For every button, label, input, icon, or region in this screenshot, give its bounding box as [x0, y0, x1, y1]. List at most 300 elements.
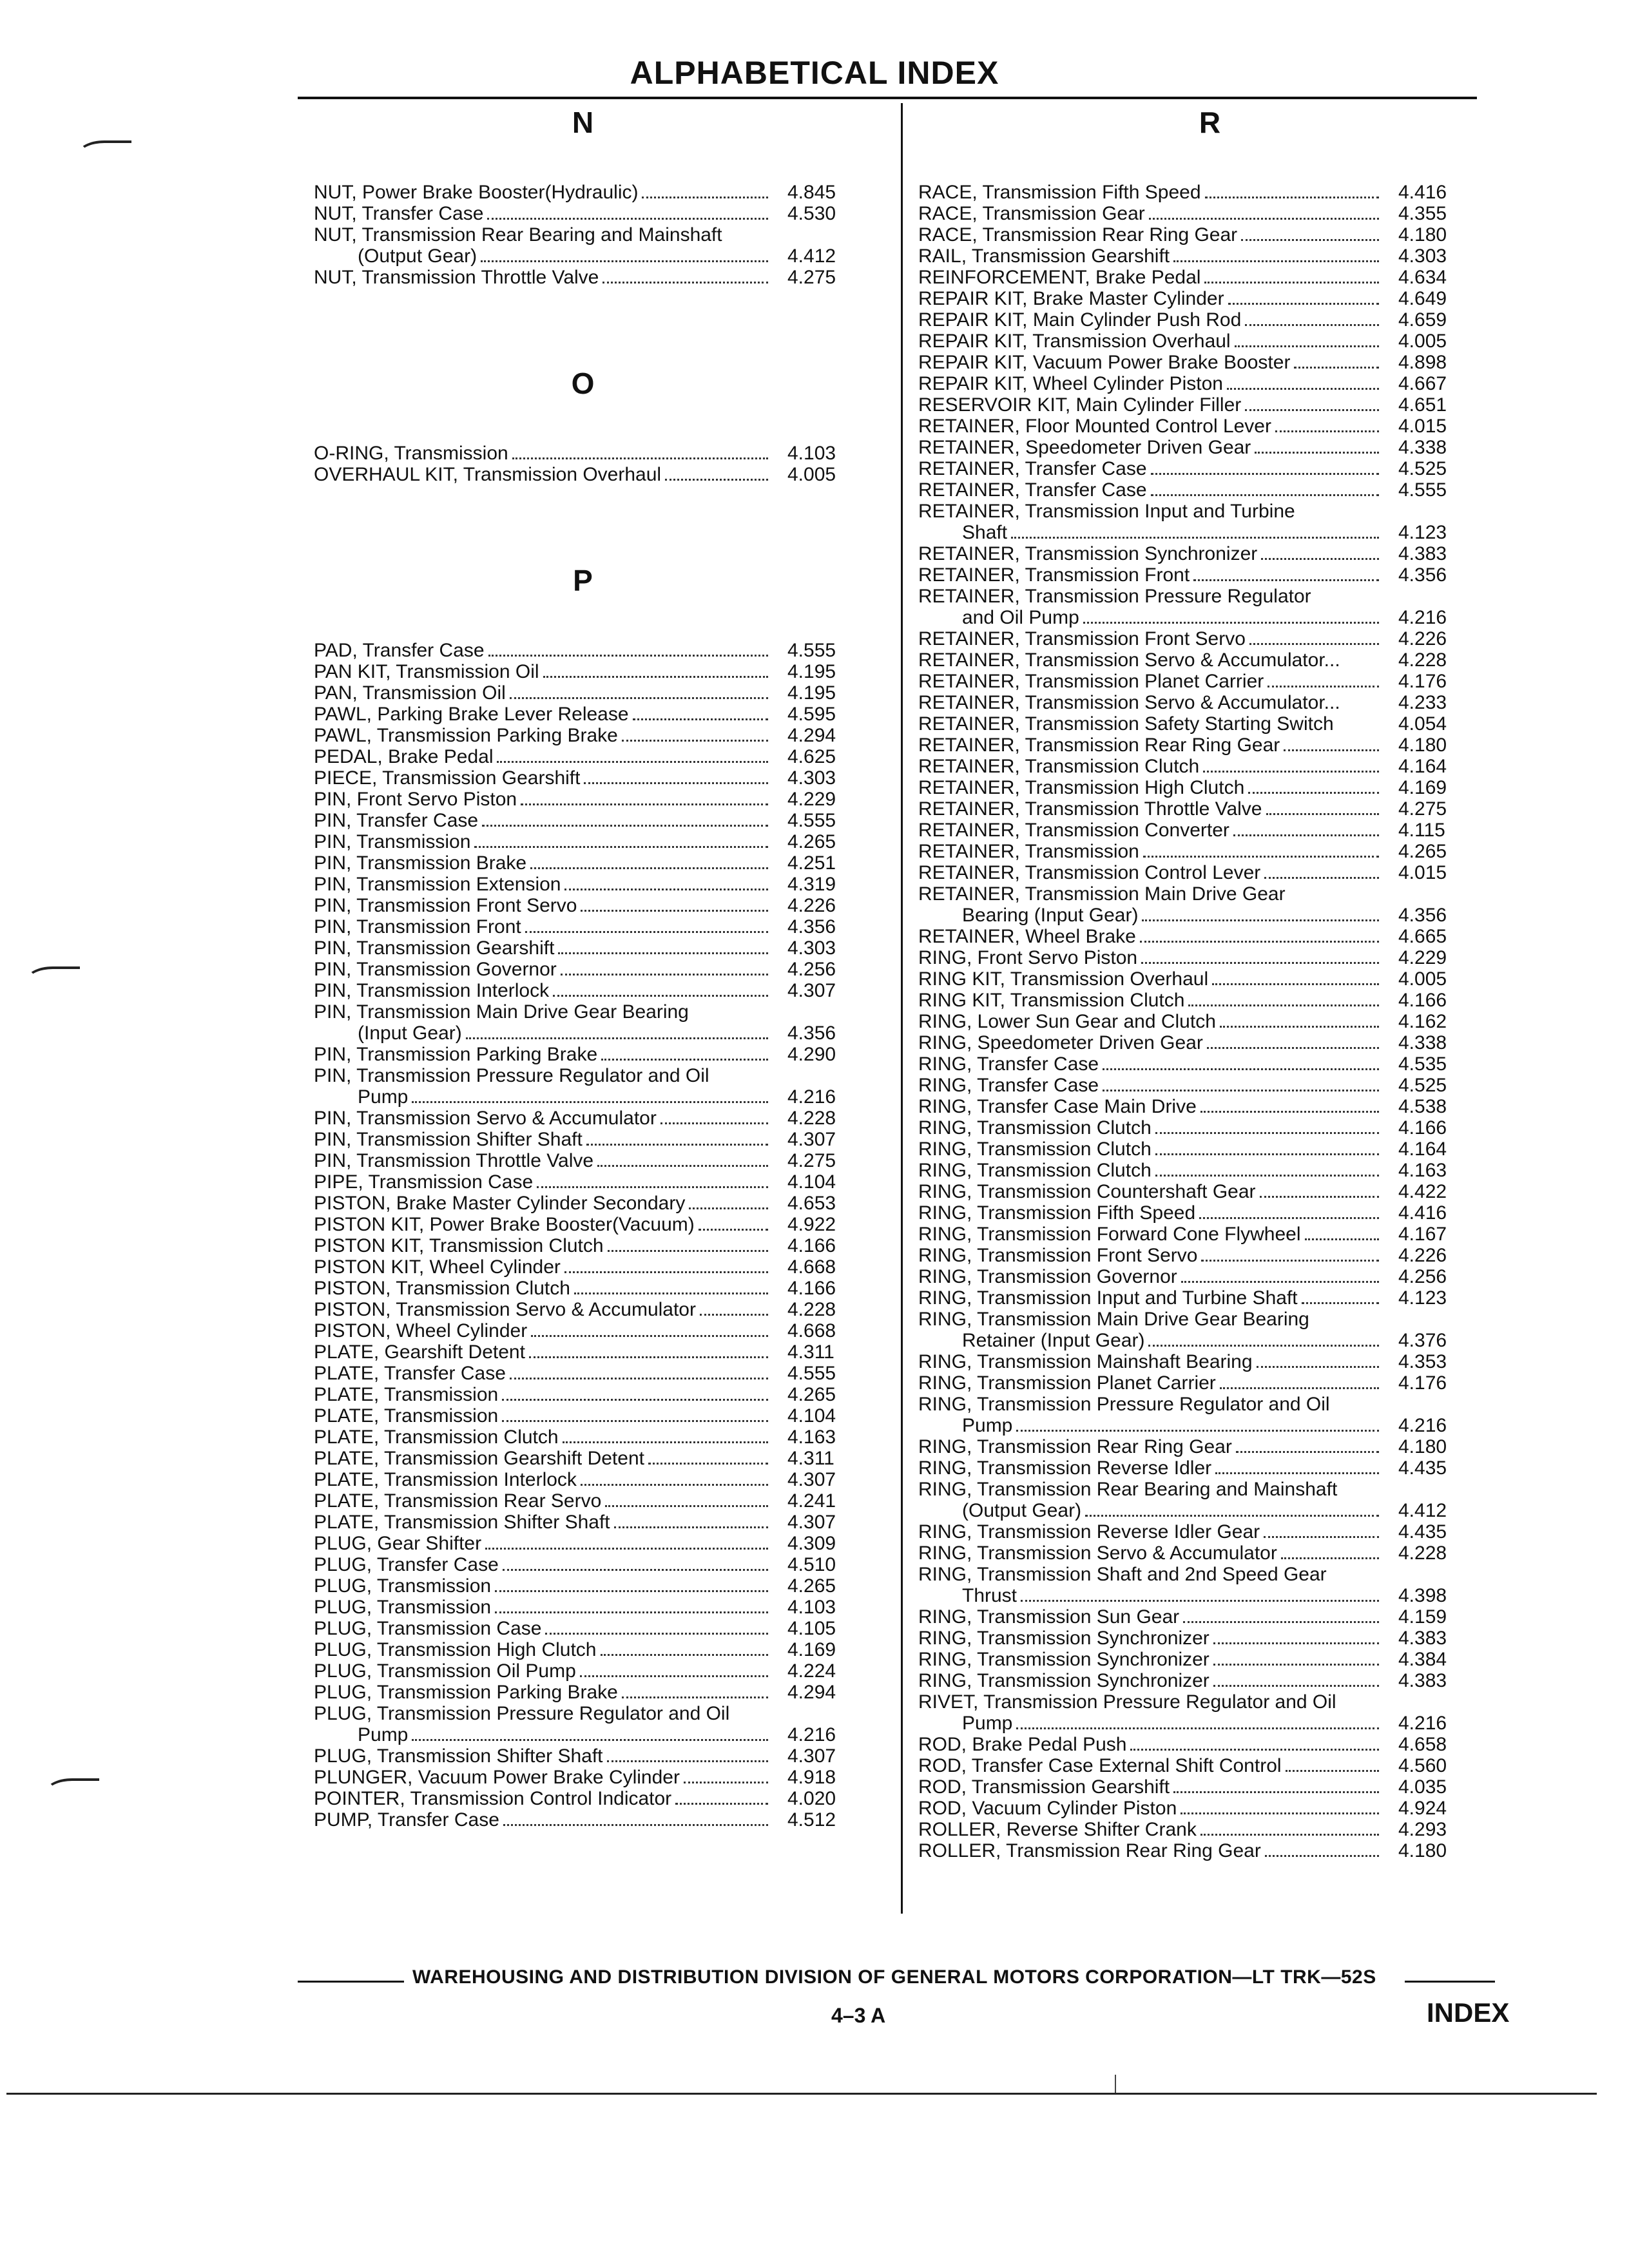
entry-page-number: 4.180	[1398, 1840, 1447, 1861]
entry-name: ROD, Transfer Case External Shift Control	[918, 1755, 1282, 1776]
entry-page-number: 4.845	[787, 182, 836, 203]
dotted-leader	[529, 1356, 768, 1358]
index-entry	[314, 224, 891, 267]
entry-page-number: 4.233	[1398, 692, 1447, 713]
entry-continuation: Pump	[962, 1713, 1013, 1734]
index-entry	[918, 926, 1501, 947]
entry-name: RETAINER, Transmission High Clutch	[918, 777, 1245, 798]
entry-name: RING, Front Servo Piston	[918, 947, 1138, 968]
dotted-leader	[660, 1122, 768, 1124]
entry-page-number: 4.166	[787, 1278, 836, 1299]
entry-page-number: 4.560	[1398, 1755, 1447, 1776]
entry-name: PLATE, Transmission Interlock	[314, 1469, 577, 1490]
entry-name: RETAINER, Transmission Control Lever	[918, 862, 1261, 883]
index-entry	[918, 1564, 1501, 1606]
dotted-leader	[1265, 1855, 1379, 1857]
entry-name: RING, Transmission Clutch	[918, 1139, 1152, 1160]
dotted-leader	[1286, 1770, 1379, 1772]
dotted-leader	[503, 1824, 768, 1826]
dotted-leader	[1130, 1749, 1379, 1751]
dotted-leader	[563, 1441, 768, 1443]
dotted-leader	[495, 1611, 768, 1613]
dotted-leader	[574, 1293, 768, 1294]
entry-name: PAWL, Parking Brake Lever Release	[314, 704, 629, 725]
dotted-leader	[1205, 197, 1379, 198]
dotted-leader	[1255, 452, 1379, 454]
entry-page-number: 4.922	[787, 1214, 836, 1235]
index-entry	[314, 704, 891, 725]
entry-name: PLUG, Gear Shifter	[314, 1533, 482, 1554]
index-entry	[314, 1214, 891, 1235]
index-entry	[918, 820, 1501, 841]
entry-page-number: 4.103	[787, 443, 836, 464]
dotted-leader	[1155, 1175, 1379, 1177]
dotted-leader	[1294, 367, 1379, 369]
dotted-leader	[1264, 1536, 1379, 1538]
dotted-leader	[1140, 941, 1379, 943]
dotted-leader	[1151, 494, 1379, 496]
entry-page-number: 4.651	[1398, 394, 1447, 416]
entry-name: RETAINER, Transmission Front	[918, 564, 1190, 586]
entry-page-number: 4.555	[787, 1363, 836, 1384]
dotted-leader	[1143, 856, 1379, 858]
entry-page-number: 4.625	[787, 746, 836, 767]
entry-name: RETAINER, Transmission Rear Ring Gear	[918, 735, 1280, 756]
dotted-leader	[1173, 260, 1379, 262]
entry-page-number: 4.005	[1398, 968, 1447, 990]
index-entry	[918, 1075, 1501, 1096]
index-entry	[918, 224, 1501, 245]
column-divider	[901, 103, 903, 1914]
entry-page-number: 4.265	[787, 1575, 836, 1597]
index-entry	[918, 479, 1501, 501]
entry-name: PIN, Transmission Brake	[314, 852, 527, 874]
index-entry	[918, 309, 1501, 331]
index-entry	[918, 883, 1501, 926]
index-entry	[918, 1224, 1501, 1245]
dotted-leader	[525, 931, 768, 933]
entry-page-number: 4.228	[1398, 649, 1447, 671]
entry-page-number: 4.123	[1398, 522, 1447, 543]
dotted-leader	[1213, 1664, 1379, 1666]
entry-page-number: 4.309	[787, 1533, 836, 1554]
entry-page-number: 4.384	[1398, 1649, 1447, 1670]
dotted-leader	[1103, 1090, 1379, 1091]
entry-page-number: 4.103	[787, 1597, 836, 1618]
index-entry	[314, 1533, 891, 1554]
entry-page-number: 4.216	[787, 1724, 836, 1745]
dotted-leader	[1016, 1430, 1379, 1432]
entry-page-number: 4.224	[787, 1660, 836, 1682]
entry-name: NUT, Transfer Case	[314, 203, 484, 224]
index-entry	[314, 1469, 891, 1490]
dotted-leader	[558, 952, 768, 954]
dotted-leader	[1215, 1472, 1379, 1474]
index-entry	[918, 352, 1501, 373]
entry-page-number: 4.166	[1398, 1117, 1447, 1139]
entry-name: ROLLER, Reverse Shifter Crank	[918, 1819, 1197, 1840]
index-entry	[918, 1457, 1501, 1479]
entry-name: RETAINER, Floor Mounted Control Lever	[918, 416, 1271, 437]
entry-name: RETAINER, Transmission Throttle Valve	[918, 798, 1262, 820]
dotted-leader	[1281, 1557, 1379, 1559]
entry-page-number: 4.163	[787, 1427, 836, 1448]
index-entry	[314, 661, 891, 682]
entry-page-number: 4.356	[1398, 564, 1447, 586]
entry-page-number: 4.216	[1398, 607, 1447, 628]
entry-name: RETAINER, Transmission Servo & Accumulator...	[918, 649, 1340, 671]
entry-page-number: 4.164	[1398, 1139, 1447, 1160]
entry-page-number: 4.167	[1398, 1224, 1447, 1245]
index-entry	[314, 1341, 891, 1363]
entry-page-number: 4.525	[1398, 1075, 1447, 1096]
index-entry	[918, 1245, 1501, 1266]
dotted-leader	[608, 1250, 768, 1252]
dotted-leader	[1236, 1451, 1379, 1453]
dotted-leader	[1275, 430, 1379, 432]
entry-page-number: 4.307	[787, 980, 836, 1001]
entry-name: PIN, Transmission Parking Brake	[314, 1044, 598, 1065]
entry-page-number: 4.319	[787, 874, 836, 895]
entry-page-number: 4.634	[1398, 267, 1447, 288]
dotted-leader	[1183, 1621, 1379, 1623]
index-entry	[314, 767, 891, 789]
index-entry	[918, 968, 1501, 990]
index-entry	[918, 1032, 1501, 1053]
index-entry	[918, 1649, 1501, 1670]
entry-page-number: 4.294	[787, 725, 836, 746]
index-entry	[918, 331, 1501, 352]
index-entry	[918, 1776, 1501, 1798]
index-entry	[918, 564, 1501, 586]
entry-page-number: 4.216	[1398, 1415, 1447, 1436]
section-letter: O	[571, 367, 595, 400]
dotted-leader	[1264, 877, 1379, 879]
index-entry	[314, 1788, 891, 1809]
dotted-leader	[1149, 218, 1379, 220]
index-entry	[314, 789, 891, 810]
index-entry	[314, 1660, 891, 1682]
footer-rule-left	[298, 1981, 404, 1983]
entry-page-number: 4.416	[1398, 1202, 1447, 1224]
index-entry	[314, 959, 891, 980]
entry-page-number: 4.665	[1398, 926, 1447, 947]
dotted-leader	[537, 1186, 768, 1188]
dotted-leader	[485, 1548, 768, 1550]
index-entry	[314, 1150, 891, 1171]
dotted-leader	[510, 1378, 768, 1379]
entry-name: RING, Transmission Front Servo	[918, 1245, 1198, 1266]
entry-name: PUMP, Transfer Case	[314, 1809, 499, 1831]
dotted-leader	[1233, 834, 1379, 836]
index-entry	[918, 1117, 1501, 1139]
index-entry	[918, 1734, 1501, 1755]
entry-name: RING, Transmission Synchronizer	[918, 1670, 1210, 1691]
dotted-leader	[1181, 1812, 1379, 1814]
entry-page-number: 4.356	[1398, 905, 1447, 926]
entry-continuation: (Input Gear)	[358, 1023, 462, 1044]
entry-page-number: 4.226	[787, 895, 836, 916]
entry-name: RING, Transmission Countershaft Gear	[918, 1181, 1256, 1202]
index-entry	[918, 416, 1501, 437]
footer-rule-right	[1405, 1981, 1495, 1983]
dotted-leader	[412, 1101, 768, 1103]
page-number: 4–3 A	[831, 2004, 886, 2027]
dotted-leader	[1268, 686, 1379, 687]
entry-page-number: 4.668	[787, 1256, 836, 1278]
entry-name: RING, Speedometer Driven Gear	[918, 1032, 1203, 1053]
entry-name: RAIL, Transmission Gearshift	[918, 245, 1170, 267]
entry-page-number: 4.303	[787, 937, 836, 959]
entry-name: RING, Transmission Fifth Speed	[918, 1202, 1196, 1224]
entry-page-number: 4.383	[1398, 1670, 1447, 1691]
entry-name: REPAIR KIT, Main Cylinder Push Rod	[918, 309, 1242, 331]
dotted-leader	[1241, 239, 1379, 241]
entry-page-number: 4.176	[1398, 1372, 1447, 1394]
index-entry	[314, 810, 891, 831]
entry-page-number: 4.159	[1398, 1606, 1447, 1628]
entry-page-number: 4.338	[1398, 437, 1447, 458]
dotted-leader	[1021, 1600, 1379, 1602]
index-entry	[918, 182, 1501, 203]
entry-page-number: 4.228	[1398, 1542, 1447, 1564]
index-entry	[314, 1278, 891, 1299]
dotted-leader	[564, 1271, 768, 1273]
entry-name: RING, Transmission Pressure Regulator and Oil	[918, 1394, 1330, 1415]
entry-name: PISTON KIT, Power Brake Booster(Vacuum)	[314, 1214, 695, 1235]
dotted-leader	[1204, 282, 1379, 284]
entry-page-number: 4.275	[787, 267, 836, 288]
index-entry	[918, 1287, 1501, 1309]
entry-name: RING, Transfer Case	[918, 1053, 1099, 1075]
entry-name: PLATE, Transmission	[314, 1405, 499, 1427]
entry-page-number: 4.123	[1398, 1287, 1447, 1309]
entry-name: PLATE, Transmission Rear Servo	[314, 1490, 602, 1512]
entry-name: ROLLER, Transmission Rear Ring Gear	[918, 1840, 1261, 1861]
footer-text: WAREHOUSING AND DISTRIBUTION DIVISION OF GENERAL MOTORS CORPORATION—LT TRK—52S	[412, 1966, 1376, 1988]
entry-name: PIN, Transmission Pressure Regulator and Oil	[314, 1065, 709, 1086]
entry-page-number: 4.005	[787, 464, 836, 485]
entry-name: ROD, Vacuum Cylinder Piston	[918, 1798, 1177, 1819]
index-entry	[314, 1001, 891, 1044]
entry-page-number: 4.659	[1398, 309, 1447, 331]
index-entry	[918, 288, 1501, 309]
entry-name: RETAINER, Transmission Planet Carrier	[918, 671, 1264, 692]
index-entry	[918, 1053, 1501, 1075]
entry-name: REPAIR KIT, Transmission Overhaul	[918, 331, 1231, 352]
index-entry	[314, 267, 891, 288]
entry-page-number: 4.290	[787, 1044, 836, 1065]
dotted-leader	[530, 867, 768, 869]
entry-name: PIN, Transmission Extension	[314, 874, 561, 895]
dotted-leader	[497, 761, 768, 763]
entry-name: PIPE, Transmission Case	[314, 1171, 534, 1193]
entry-page-number: 4.015	[1398, 862, 1447, 883]
index-entry	[314, 1065, 891, 1108]
dotted-leader	[689, 1207, 768, 1209]
entry-name: POINTER, Transmission Control Indicator	[314, 1788, 672, 1809]
dotted-leader	[1227, 388, 1379, 390]
entry-page-number: 4.104	[787, 1405, 836, 1427]
entry-page-number: 4.338	[1398, 1032, 1447, 1053]
dotted-leader	[1248, 792, 1379, 794]
scan-tick-mark	[1115, 2075, 1116, 2094]
entry-page-number: 4.035	[1398, 1776, 1447, 1798]
header-rule	[298, 97, 1477, 99]
entry-page-number: 4.020	[787, 1788, 836, 1809]
entry-page-number: 4.535	[1398, 1053, 1447, 1075]
index-entry	[314, 1405, 891, 1427]
index-entry	[314, 1554, 891, 1575]
entry-name: PISTON KIT, Transmission Clutch	[314, 1235, 604, 1256]
index-entry	[918, 1202, 1501, 1224]
entry-name: PLATE, Transfer Case	[314, 1363, 506, 1384]
entry-continuation: (Output Gear)	[358, 245, 477, 267]
entry-name: RETAINER, Transfer Case	[918, 458, 1147, 479]
entry-page-number: 4.356	[787, 1023, 836, 1044]
index-entry	[314, 182, 891, 203]
entry-name: PIN, Transmission Gearshift	[314, 937, 555, 959]
entry-page-number: 4.241	[787, 1490, 836, 1512]
entry-name: RETAINER, Transmission Safety Starting Switch	[918, 713, 1334, 735]
entry-page-number: 4.104	[787, 1171, 836, 1193]
index-entry	[314, 1618, 891, 1639]
scan-bottom-rule	[6, 2093, 1597, 2095]
entry-name: RING, Lower Sun Gear and Clutch	[918, 1011, 1216, 1032]
entry-name: PLUG, Transmission Case	[314, 1618, 542, 1639]
entry-page-number: 4.293	[1398, 1819, 1447, 1840]
dotted-leader	[1181, 1281, 1379, 1283]
entry-page-number: 4.166	[1398, 990, 1447, 1011]
entry-name: RING, Transfer Case Main Drive	[918, 1096, 1197, 1117]
index-entry	[918, 649, 1501, 671]
entry-page-number: 4.180	[1398, 224, 1447, 245]
index-entry	[918, 777, 1501, 798]
entry-name: RING, Transmission Synchronizer	[918, 1628, 1210, 1649]
index-entry	[314, 1809, 891, 1831]
index-entry	[314, 1384, 891, 1405]
entry-page-number: 4.412	[1398, 1500, 1447, 1521]
index-entry	[314, 1256, 891, 1278]
index-entry	[918, 1181, 1501, 1202]
index-entry	[918, 543, 1501, 564]
dotted-leader	[1257, 1366, 1379, 1368]
dotted-leader	[1142, 919, 1379, 921]
entry-page-number: 4.228	[787, 1108, 836, 1129]
dotted-leader	[1220, 1026, 1379, 1028]
entry-name: RETAINER, Transmission Clutch	[918, 756, 1200, 777]
index-entry	[314, 1108, 891, 1129]
entry-name: PLUG, Transmission Shifter Shaft	[314, 1745, 603, 1767]
dotted-leader	[622, 740, 768, 742]
index-entry	[918, 947, 1501, 968]
entry-name: NUT, Power Brake Booster(Hydraulic)	[314, 182, 639, 203]
index-entry	[918, 1351, 1501, 1372]
dotted-leader	[1016, 1727, 1379, 1729]
index-entry	[314, 980, 891, 1001]
dotted-leader	[482, 825, 768, 827]
dotted-leader	[581, 1484, 768, 1486]
entry-name: PLUG, Transmission Oil Pump	[314, 1660, 576, 1682]
dotted-leader	[1245, 324, 1379, 326]
index-entry	[314, 1703, 891, 1745]
entry-name: RETAINER, Transmission	[918, 841, 1139, 862]
entry-name: PLATE, Transmission Gearshift Detent	[314, 1448, 644, 1469]
entry-name: RING, Transmission Mainshaft Bearing	[918, 1351, 1253, 1372]
dotted-leader	[1203, 771, 1379, 773]
entry-page-number: 4.525	[1398, 458, 1447, 479]
entry-name: RING KIT, Transmission Clutch	[918, 990, 1185, 1011]
entry-name: RIVET, Transmission Pressure Regulator and Oil	[918, 1691, 1336, 1713]
entry-page-number: 4.311	[787, 1448, 834, 1469]
entry-name: PIN, Transmission Interlock	[314, 980, 550, 1001]
dotted-leader	[502, 1399, 768, 1401]
dotted-leader	[564, 889, 768, 890]
entry-page-number: 4.256	[787, 959, 836, 980]
dotted-leader	[601, 1059, 768, 1061]
entry-name: REPAIR KIT, Vacuum Power Brake Booster	[918, 352, 1291, 373]
entry-page-number: 4.228	[787, 1299, 836, 1320]
entry-name: PISTON, Brake Master Cylinder Secondary	[314, 1193, 686, 1214]
dotted-leader	[648, 1463, 768, 1465]
entry-name: RING, Transmission Main Drive Gear Bearing	[918, 1309, 1309, 1330]
index-entry	[918, 267, 1501, 288]
entry-page-number: 4.256	[1398, 1266, 1447, 1287]
index-entry	[918, 756, 1501, 777]
entry-page-number: 4.530	[787, 203, 836, 224]
dotted-leader	[665, 479, 768, 481]
dotted-leader	[412, 1739, 768, 1741]
index-entry	[918, 1139, 1501, 1160]
entry-page-number: 4.054	[1398, 713, 1447, 735]
index-entry	[314, 1193, 891, 1214]
entry-page-number: 4.307	[787, 1512, 836, 1533]
dotted-leader	[580, 1675, 768, 1677]
entry-page-number: 4.924	[1398, 1798, 1447, 1819]
entry-name: NUT, Transmission Throttle Valve	[314, 267, 599, 288]
dotted-leader	[642, 197, 768, 198]
index-entry	[918, 245, 1501, 267]
entry-name: RING, Transmission Forward Cone Flywheel	[918, 1224, 1301, 1245]
entry-page-number: 4.303	[787, 767, 836, 789]
index-entry	[918, 1691, 1501, 1734]
index-entry	[918, 1521, 1501, 1542]
index-entry	[918, 373, 1501, 394]
index-entry	[918, 1096, 1501, 1117]
index-entry	[918, 203, 1501, 224]
index-entry	[314, 640, 891, 661]
index-entry	[918, 1542, 1501, 1564]
entry-name: RETAINER, Transmission Synchronizer	[918, 543, 1258, 564]
dotted-leader	[581, 910, 768, 912]
entry-name: RING KIT, Transmission Overhaul	[918, 968, 1209, 990]
margin-mark	[26, 966, 80, 995]
entry-name: PIN, Transmission Shifter Shaft	[314, 1129, 583, 1150]
entry-page-number: 4.105	[787, 1618, 836, 1639]
index-entry	[314, 852, 891, 874]
entry-page-number: 4.216	[787, 1086, 836, 1108]
index-entry	[918, 862, 1501, 883]
entry-name: PAN, Transmission Oil	[314, 682, 506, 704]
entry-name: PLATE, Transmission Clutch	[314, 1427, 559, 1448]
entry-name: RETAINER, Transmission Pressure Regulator	[918, 586, 1311, 607]
dotted-leader	[1245, 409, 1379, 411]
entry-page-number: 4.275	[1398, 798, 1447, 820]
index-entry	[918, 692, 1501, 713]
entry-page-number: 4.412	[787, 245, 836, 267]
dotted-leader	[561, 974, 768, 975]
dotted-leader	[1302, 1302, 1379, 1304]
